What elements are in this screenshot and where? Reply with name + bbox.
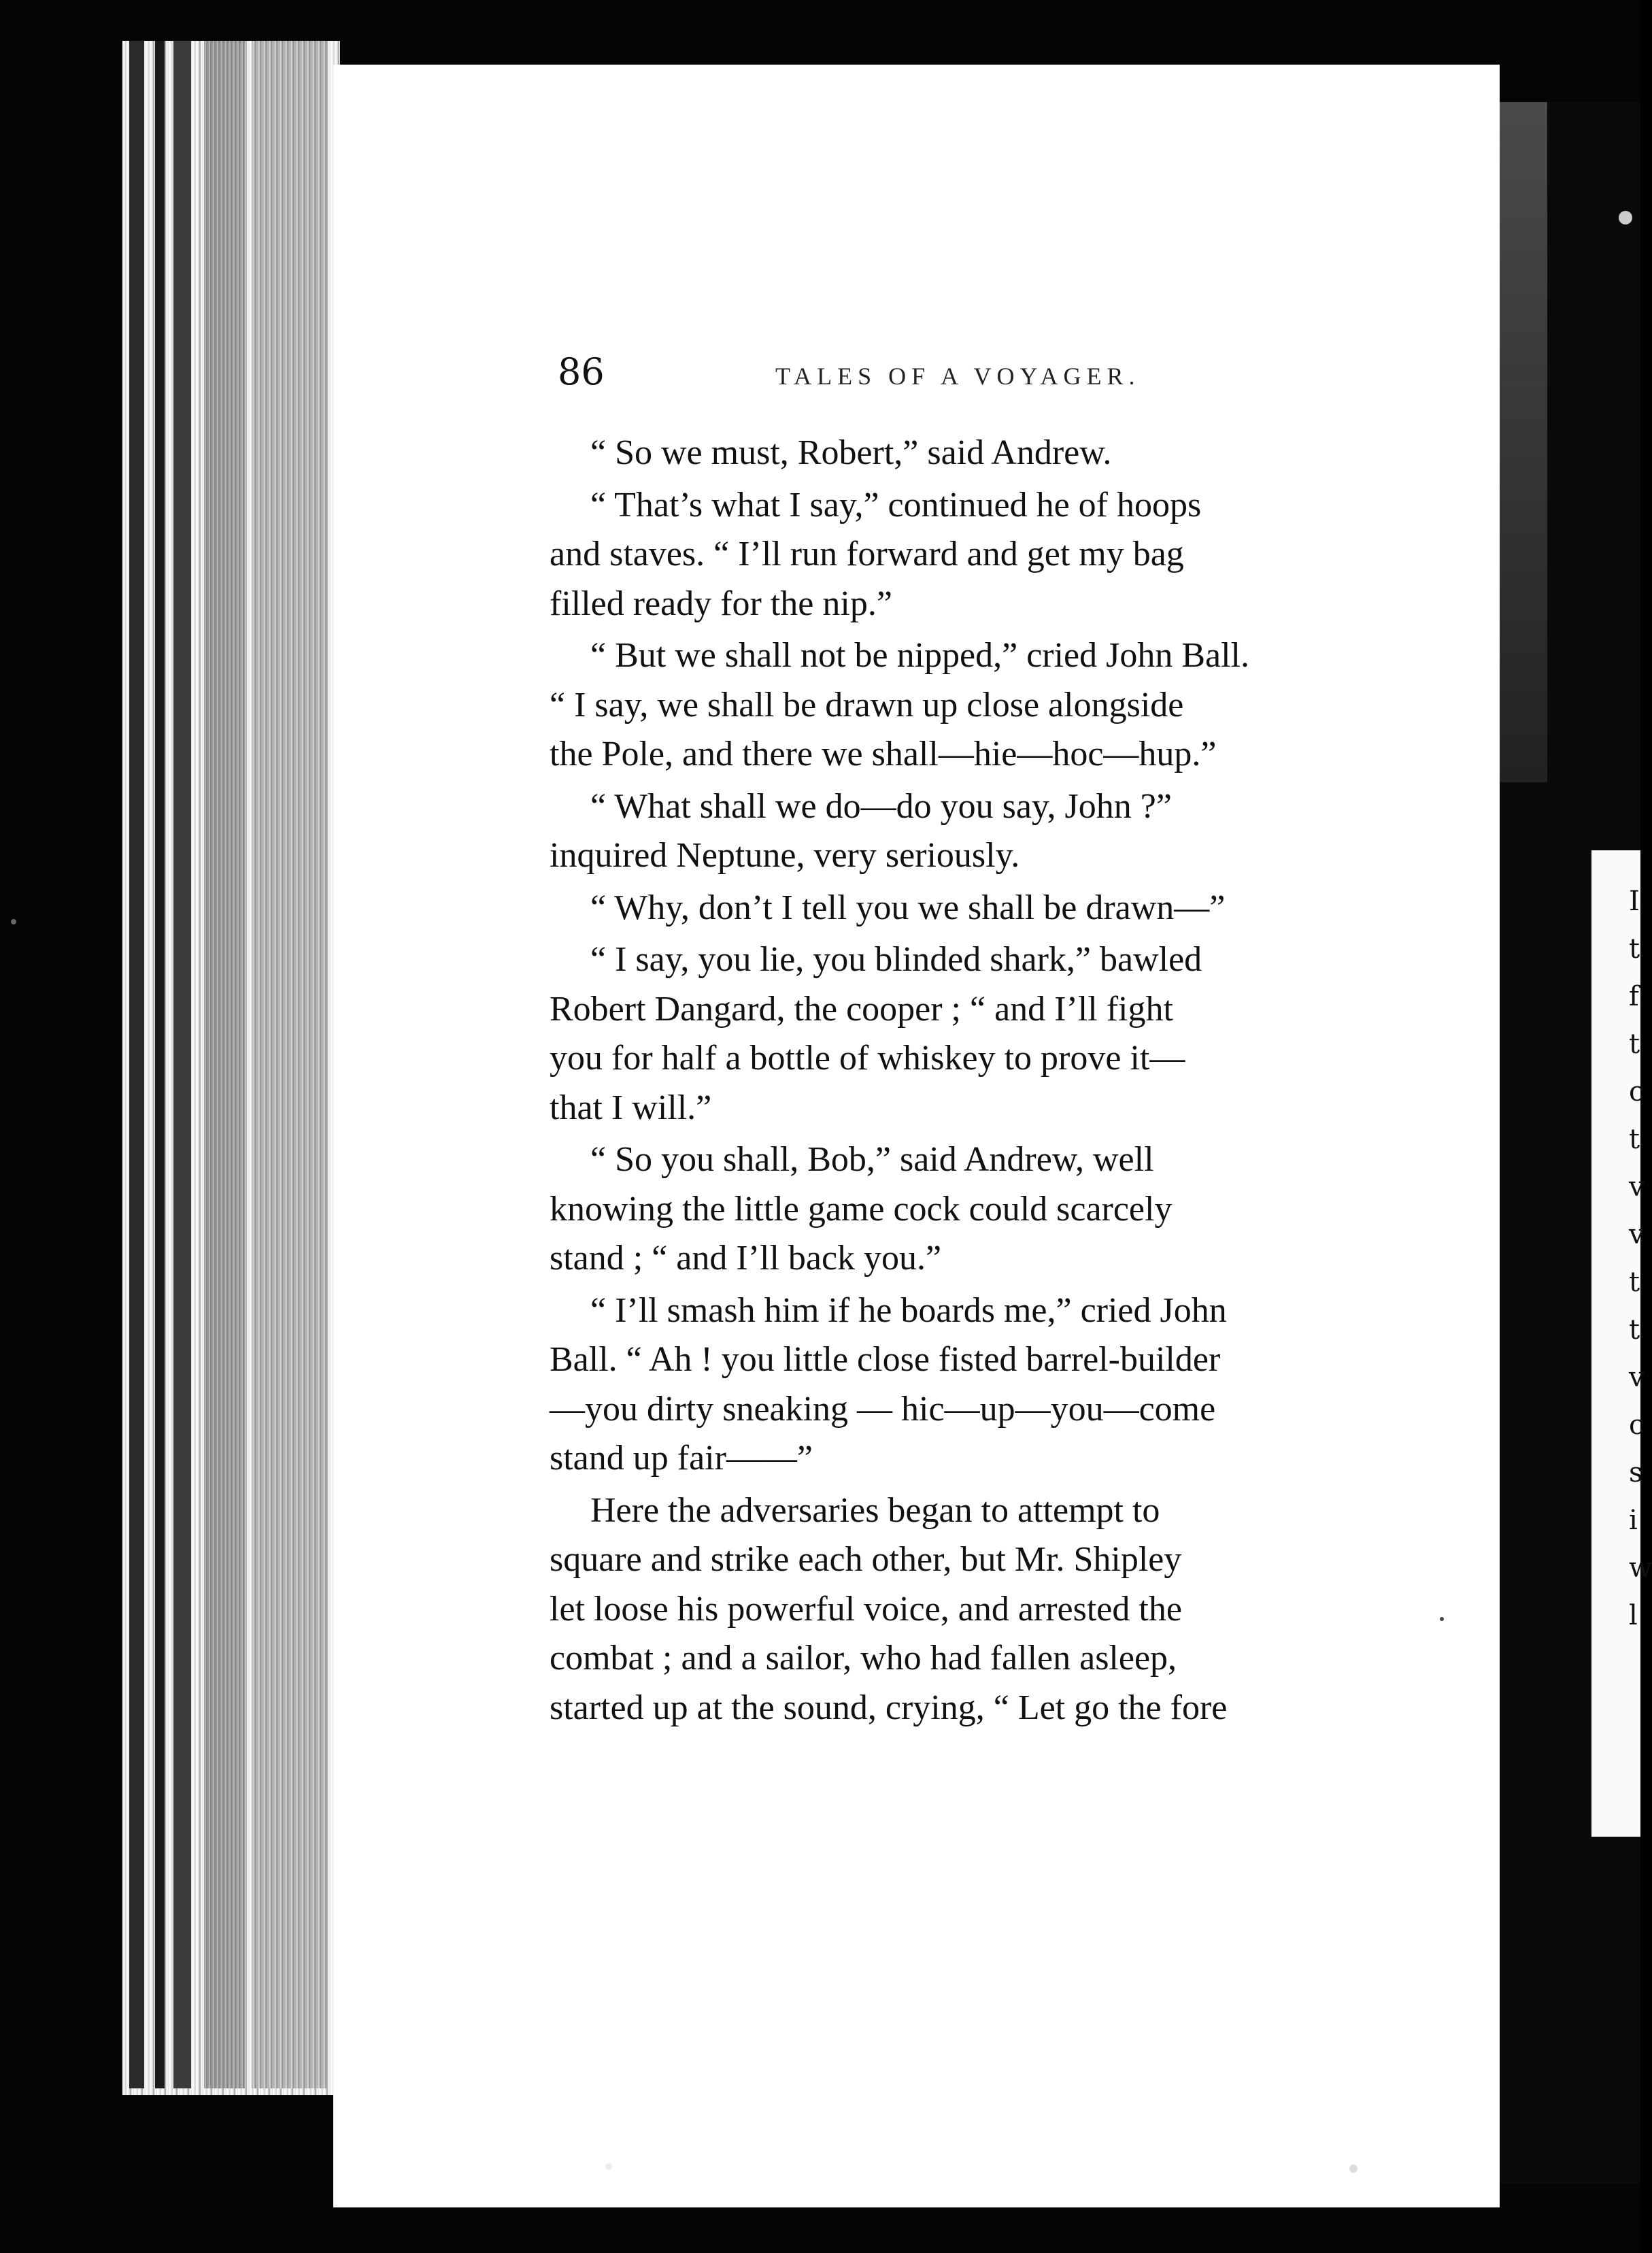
next-page-letter: t [1629,1124,1640,1155]
text-line: stand up fair——” [550,1439,813,1478]
running-head [558,350,1510,393]
text-line: “ I say, we shall be drawn up close alongside [550,685,1184,724]
text-line: combat ; and a sailor, who had fallen asleep, [550,1639,1177,1678]
next-page-gutter [1500,102,1547,782]
next-page-letter: t [1629,1314,1640,1346]
paragraph [550,782,1366,881]
page-edge-band [204,41,245,2088]
paragraph [550,429,1366,478]
next-page-letter: v [1629,1362,1645,1393]
next-page-letter: t [1629,933,1640,965]
paragraph [550,884,1366,933]
next-page-letter: v [1629,1171,1645,1203]
text-line: that I will.” [550,1088,712,1127]
next-page-letter: s [1629,1457,1643,1488]
text-line: you for half a bottle of whiskey to prove it— [550,1039,1185,1078]
text-line: and staves. “ I’ll run forward and get my bag [550,535,1184,573]
running-title: TALES OF A VOYAGER. [775,363,1141,390]
text-line: “ So we must, Robert,” said Andrew. [590,433,1112,472]
text-line: filled ready for the nip.” [550,584,892,623]
page-number: 86 [558,350,605,393]
next-page-letter: w [1629,1552,1652,1584]
text-line: started up at the sound, crying, “ Let go the fore [550,1688,1228,1727]
text-line: square and strike each other, but Mr. Shipley [550,1540,1182,1579]
page-edge-band [129,41,144,2088]
text-line: Here the adversaries began to attempt to [590,1490,1160,1530]
next-page-letter: v [1629,1219,1645,1250]
paragraph [550,481,1366,629]
text-line: “ That’s what I say,” continued he of hoops [590,485,1202,524]
page-edge-band [155,41,165,2088]
text-line: “ I say, you lie, you blinded shark,” bawled [590,940,1202,979]
paragraph [550,935,1366,1133]
text-line: the Pole, and there we shall—hie—hoc—hup.” [550,735,1217,773]
text-line: “ Why, don’t I tell you we shall be drawn—” [590,888,1226,927]
next-page-letter: f [1629,981,1639,1012]
text-line: knowing the little game cock could scarcely [550,1189,1173,1229]
text-line: “ What shall we do—do you say, John ?” [590,786,1172,826]
text-line: Ball. “ Ah ! you little close fisted barrel-builder [550,1340,1221,1379]
text-line: Robert Dangard, the cooper ; “ and I’ll fight [550,989,1173,1029]
text-line: —you dirty sneaking — hic—up—you—come [550,1389,1216,1429]
page-edge-band [252,41,326,2088]
body-text [550,429,1366,1733]
text-line: “ I’ll smash him if he boards me,” cried John [590,1290,1227,1330]
page-edge-band [173,41,191,2088]
next-page-letter: t [1629,1029,1640,1060]
next-page-text-fragment [1629,878,1652,1639]
next-page-letter: I [1629,886,1640,917]
paragraph [550,1286,1366,1484]
paragraph [550,1486,1366,1733]
text-line: inquired Neptune, very seriously. [550,836,1020,875]
next-page-letter: t [1629,1267,1640,1298]
paragraph [550,1135,1366,1284]
next-page-letter: l [1629,1600,1638,1631]
next-page-letter: c [1629,1076,1645,1107]
text-line: “ So you shall, Bob,” said Andrew, well [590,1140,1154,1179]
text-line: stand ; “ and I’ll back you.” [550,1239,942,1278]
next-page-letter: i [1629,1505,1638,1536]
text-line: “ But we shall not be nipped,” cried John Ball. [590,636,1250,675]
text-line: let loose his powerful voice, and arrested the [550,1589,1182,1629]
paragraph [550,631,1366,780]
next-page-letter: c [1629,1409,1645,1441]
